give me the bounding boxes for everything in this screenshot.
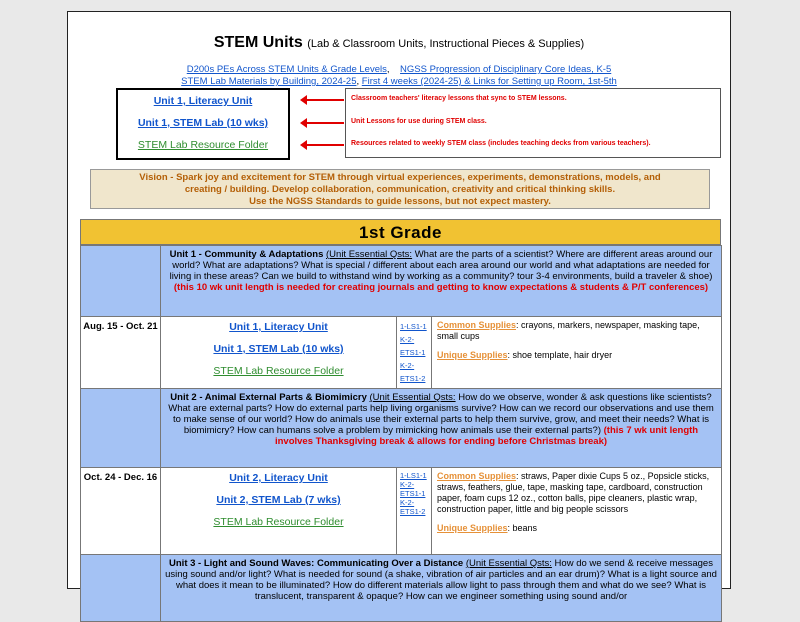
unique-supplies-label: Unique Supplies — [437, 350, 508, 360]
unique-supplies-label: Unique Supplies — [437, 523, 508, 533]
legend-literacy-link[interactable]: Unit 1, Literacy Unit — [153, 95, 253, 107]
vision-box — [90, 169, 710, 209]
essential-questions-text: How do we send & receive messages using sound and/or light? What is needed for sound (a shake, vibration of air particles and an ear drum)? What is a light source and what does it mean to be illuminated? How do different materials allow light to pass through them and what do we see? What is translucent, transparent & opaque? How can we engineer something using sound and/or — [165, 558, 717, 602]
literacy-unit-link[interactable]: Unit 2, Literacy Unit — [229, 472, 328, 484]
essential-questions-label: (Unit Essential Qsts: — [465, 558, 552, 569]
standard-link[interactable]: 1-LS1-1 — [400, 322, 427, 331]
vision-line: Vision - Spark joy and excitement for STEM through virtual experiences, experiments, demonstrations, models, and — [139, 172, 661, 183]
legend-note: Resources related to weekly STEM class (includes teaching decks from various teachers). — [351, 140, 651, 147]
common-supplies-label: Common Supplies — [437, 320, 517, 330]
standard-link[interactable]: K-2-ETS1-1 — [400, 335, 426, 357]
legend-notes-box — [345, 88, 721, 158]
unit-detail-row — [81, 317, 722, 389]
unit-length-note: (this 10 wk unit length is needed for creating journals and getting to know expectations & students & P/T conferences) — [173, 282, 709, 293]
standards-list — [397, 468, 432, 555]
standard-link[interactable]: 1-LS1-1 — [400, 471, 427, 480]
document-page — [67, 11, 731, 602]
unit-links — [161, 468, 397, 555]
resource-folder-link[interactable]: STEM Lab Resource Folder — [213, 516, 344, 528]
unit-title: Unit 3 - Light and Sound Waves: Communicating Over a Distance — [169, 558, 464, 569]
unit-title: Unit 1 - Community & Adaptations — [169, 249, 324, 260]
arrow-icon — [306, 122, 344, 124]
legend-lab-link[interactable]: Unit 1, STEM Lab (10 wks) — [137, 117, 269, 129]
standard-link[interactable]: K-2-ETS1-2 — [400, 498, 426, 516]
unit-description — [161, 555, 722, 622]
arrow-icon — [306, 144, 344, 146]
resource-links — [68, 64, 730, 88]
unit-row — [81, 389, 722, 468]
page-title — [68, 34, 730, 52]
standards-list — [397, 317, 432, 389]
common-supplies-label: Common Supplies — [437, 471, 517, 481]
grade-header: 1st Grade — [80, 219, 721, 245]
standard-link[interactable]: K-2-ETS1-2 — [400, 361, 426, 383]
resource-folder-link[interactable]: STEM Lab Resource Folder — [213, 365, 344, 377]
arrow-icon — [306, 99, 344, 101]
essential-questions-label: (Unit Essential Qsts: — [326, 249, 413, 260]
unique-supplies-text: : beans — [507, 523, 538, 533]
legend-box — [116, 88, 290, 160]
vision-line: Use the NGSS Standards to guide lessons, but not expect mastery. — [249, 196, 551, 207]
standard-link[interactable]: K-2-ETS1-1 — [400, 480, 426, 498]
first-weeks-link[interactable]: First 4 weeks (2024-25) & Links for Setting up Room, 1st-5th — [361, 76, 617, 87]
link-separator: , — [386, 64, 390, 75]
essential-questions-text: What are the parts of a scientist? Where are different areas around our world? What are adaptations? What is special / different about each area around our world and what adaptations are needed for living in these areas? Can we build to withstand wind by working as a community? tour 3-4 environments, build a traveler & shoe) — [169, 249, 713, 282]
pes-link[interactable]: D200s PEs Across STEM Units & Grade Levels — [186, 64, 387, 75]
common-supplies-text: : crayons, markers, newspaper, masking tape, small cups — [437, 320, 700, 341]
unit-row — [81, 555, 722, 622]
unit-links — [161, 317, 397, 389]
legend-note: Classroom teachers' literacy lessons that sync to STEM lessons. — [351, 95, 567, 102]
title-text: STEM Units — [213, 34, 303, 51]
unit-dates: Aug. 15 - Oct. 21 — [81, 317, 161, 389]
legend-note: Unit Lessons for use during STEM class. — [351, 118, 487, 125]
units-table — [80, 245, 722, 622]
vision-line: creating / building. Develop collaboration, communication, creativity and critical thinking skills. — [184, 184, 616, 195]
unique-supplies-text: : shoe template, hair dryer — [507, 350, 613, 360]
unit-length-note: (this 7 wk unit length involves Thanksgiving break & allows for ending before Christmas break) — [274, 425, 699, 447]
stem-lab-link[interactable]: Unit 1, STEM Lab (10 wks) — [213, 343, 344, 355]
legend-folder-link[interactable]: STEM Lab Resource Folder — [137, 139, 269, 151]
unit-description — [161, 389, 722, 468]
common-supplies-text: : straws, Paper dixie Cups 5 oz., Popsicle sticks, straws, feathers, glue, tape, masking tape, cardboard, construction paper, foam cups 12 oz., cotton balls, pipe cleaners, plastic wrap, construction paper, little and big people scissors — [437, 471, 710, 514]
supplies — [432, 468, 722, 555]
literacy-unit-link[interactable]: Unit 1, Literacy Unit — [229, 321, 328, 333]
unit-detail-row — [81, 468, 722, 555]
unit-dates: Oct. 24 - Dec. 16 — [81, 468, 161, 555]
essential-questions-text: How do we observe, wonder & ask questions like scientists? What are external parts? How do external parts help living organisms survive? How can we record our observations and use them to make sense of our world? How do animals use their external parts to help them survive, grow, and meet their needs? What is biomimicry? How can humans solve a problem by mimicking how animals use their external parts?) — [168, 392, 714, 436]
title-subtitle: (Lab & Classroom Units, Instructional Pieces & Supplies) — [307, 38, 585, 50]
ngss-link[interactable]: NGSS Progression of Disciplinary Core Ideas, K-5 — [400, 64, 612, 75]
materials-link[interactable]: STEM Lab Materials by Building, 2024-25 — [181, 76, 357, 87]
unit-title: Unit 2 - Animal External Parts & Biomimicry — [170, 392, 367, 403]
unit-row — [81, 246, 722, 317]
supplies — [432, 317, 722, 389]
link-separator: , — [356, 76, 360, 87]
essential-questions-label: (Unit Essential Qsts: — [369, 392, 456, 403]
stem-lab-link[interactable]: Unit 2, STEM Lab (7 wks) — [216, 494, 341, 506]
unit-description — [161, 246, 722, 317]
